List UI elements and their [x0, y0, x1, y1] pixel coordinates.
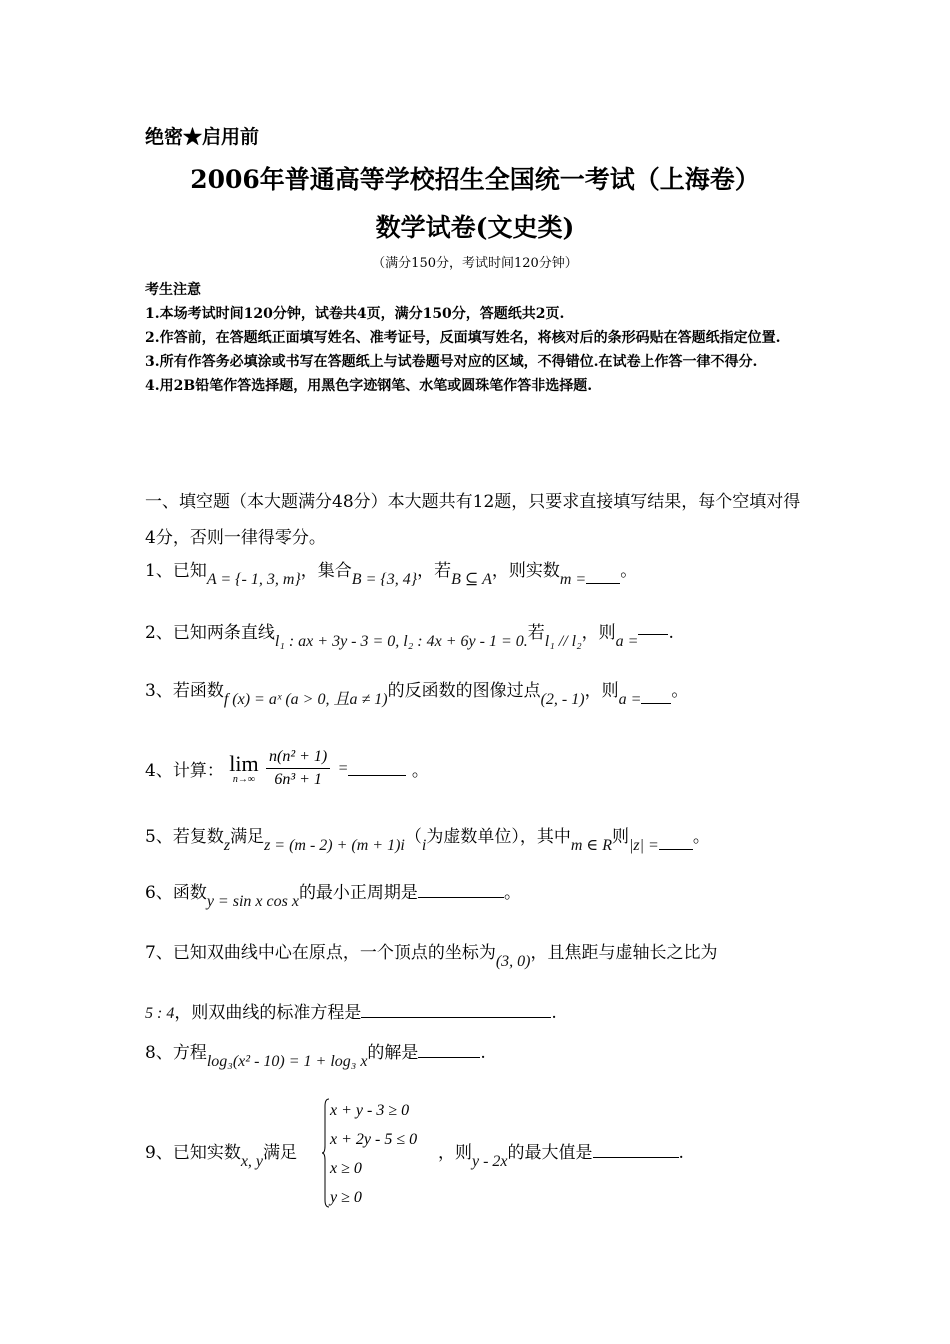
q8-math: log₃(x² - 10) = 1 + log₃ x	[206, 1053, 368, 1070]
inequality: x + 2y - 5 ≤ 0	[330, 1131, 418, 1148]
q2-text: 2、已知两条直线	[145, 623, 275, 643]
q3-text: 。	[671, 681, 689, 701]
q5-text: 满足	[230, 827, 265, 847]
question-6	[145, 878, 521, 910]
q9-text: 的最大值是	[507, 1143, 593, 1163]
q8-text: .	[480, 1043, 486, 1063]
notice-item: 4.用2B铅笔作答选择题，用黑色字迹钢笔、水笔或圆珠笔作答非选择题.	[145, 378, 593, 394]
question-5	[145, 822, 710, 854]
exam-title: 2006年普通高等学校招生全国统一考试（上海卷）	[190, 165, 760, 194]
q4-math: =	[337, 759, 349, 777]
q1-text: 1、已知	[145, 561, 207, 581]
q2-math: a =	[615, 633, 639, 650]
question-2	[145, 618, 674, 650]
inequality-system	[330, 1096, 417, 1212]
answer-blank[interactable]	[348, 761, 406, 776]
section-1-intro: 一、填空题（本大题满分48分）本大题共有12题，只要求直接填写结果，每个空填对得4分，否则一律得零分。	[145, 492, 801, 548]
question-4	[145, 748, 429, 789]
q1-text: ，集合	[300, 561, 352, 581]
q3-math: a =	[618, 691, 642, 708]
question-9-tail	[438, 1138, 684, 1170]
fraction-denominator: 6n³ + 1	[274, 771, 322, 788]
q7-text: ，且焦距与虚轴长之比为	[530, 943, 718, 963]
q5-text: 则	[612, 827, 629, 847]
q5-math: m ∈ R	[570, 837, 612, 854]
q1-math: A = {- 1, 3, m}	[206, 571, 301, 588]
confidential-label: 绝密★启用前	[145, 126, 260, 148]
q1-math: B ⊆ A	[451, 571, 492, 588]
q5-text: 5、若复数	[145, 827, 224, 847]
q2-text: .	[668, 623, 674, 643]
exam-note: （满分150分，考试时间120分钟）	[372, 256, 578, 271]
question-7-line-2	[145, 998, 557, 1023]
answer-blank[interactable]	[361, 1003, 551, 1018]
q5-text: 。	[692, 827, 710, 847]
q2-math: l₁ // l₂	[544, 633, 582, 650]
q9-text: ，则	[438, 1143, 472, 1163]
question-3	[145, 676, 689, 708]
answer-blank[interactable]	[638, 634, 668, 636]
q6-text: 。	[503, 883, 521, 903]
q3-math: (2, - 1)	[540, 691, 585, 708]
answer-blank[interactable]	[418, 883, 504, 898]
q3-math: f (x) = aˣ (a > 0, 且a ≠ 1)	[223, 691, 388, 708]
question-1	[145, 556, 638, 588]
q7-text: ，则双曲线的标准方程是	[174, 1003, 362, 1023]
question-7	[145, 938, 718, 970]
q9-text: .	[678, 1143, 684, 1163]
q1-text: ，若	[417, 561, 452, 581]
notice-item: 2.作答前，在答题纸正面填写姓名、准考证号，反面填写姓名，将核对后的条形码贴在答题纸指定位置.	[145, 330, 781, 346]
candidate-notice	[145, 278, 810, 398]
q9-math: y - 2x	[472, 1153, 508, 1170]
q5-math: z	[223, 837, 231, 854]
q7-text: .	[551, 1003, 557, 1023]
q9-text: 9、已知实数	[145, 1143, 241, 1163]
q5-math: z = (m - 2) + (m + 1)i	[264, 837, 405, 854]
q1-math: B = {3, 4}	[351, 571, 418, 588]
q9-math: x, y	[240, 1153, 264, 1170]
q8-text: 8、方程	[145, 1043, 207, 1063]
lim-word: lim	[229, 750, 259, 776]
q4-text: 4、计算：	[145, 761, 224, 781]
notice-item: 3.所有作答务必填涂或书写在答题纸上与试卷题号对应的区域，不得错位.在试卷上作答一律不得分.	[145, 354, 758, 370]
inequality: x + y - 3 ≥ 0	[330, 1102, 410, 1119]
notice-item: 1.本场考试时间120分钟，试卷共4页，满分150分，答题纸共2页.	[145, 306, 565, 322]
q4-fraction	[266, 748, 330, 789]
lim-subscript: n→∞	[232, 773, 255, 785]
q7-math: (3, 0)	[495, 953, 531, 970]
q1-text: ，则实数	[491, 561, 560, 581]
q2-text: 若	[527, 623, 545, 643]
q5-math: |z| =	[629, 837, 659, 854]
q6-text: 的最小正周期是	[298, 883, 418, 903]
q2-text: ，则	[581, 623, 616, 643]
q6-text: 6、函数	[145, 883, 207, 903]
limit-operator	[229, 750, 259, 785]
q1-text: 。	[620, 561, 638, 581]
notice-heading: 考生注意	[145, 282, 201, 298]
system-brace	[322, 1098, 330, 1208]
exam-subtitle: 数学试卷(文史类)	[375, 213, 575, 242]
answer-blank[interactable]	[593, 1143, 679, 1158]
q6-math: y = sin x cos x	[206, 893, 299, 910]
q3-text: 的反函数的图像过点	[387, 681, 541, 701]
q1-math: m =	[559, 571, 587, 588]
q5-text: 为虚数单位），其中	[426, 827, 571, 847]
fraction-numerator: n(n² + 1)	[266, 748, 330, 769]
q7-math: 5 : 4	[145, 1005, 175, 1022]
q2-math: l₁ : ax + 3y - 3 = 0, l₂ : 4x + 6y - 1 = 0.	[274, 633, 528, 650]
answer-blank[interactable]	[586, 569, 620, 584]
q8-text: 的解是	[367, 1043, 419, 1063]
q5-math: i	[421, 837, 427, 854]
q9-text: 满足	[263, 1143, 298, 1163]
q7-text: 7、已知双曲线中心在原点，一个顶点的坐标为	[145, 943, 496, 963]
inequality: x ≥ 0	[330, 1160, 362, 1177]
q3-text: 3、若函数	[145, 681, 224, 701]
question-8	[145, 1038, 486, 1070]
answer-blank[interactable]	[641, 689, 671, 704]
question-9	[145, 1138, 298, 1170]
q5-text: （	[404, 827, 422, 847]
inequality: y ≥ 0	[330, 1189, 362, 1206]
answer-blank[interactable]	[418, 1043, 480, 1058]
answer-blank[interactable]	[659, 835, 693, 850]
q3-text: ，则	[584, 681, 619, 701]
q4-text: 。	[411, 761, 429, 781]
